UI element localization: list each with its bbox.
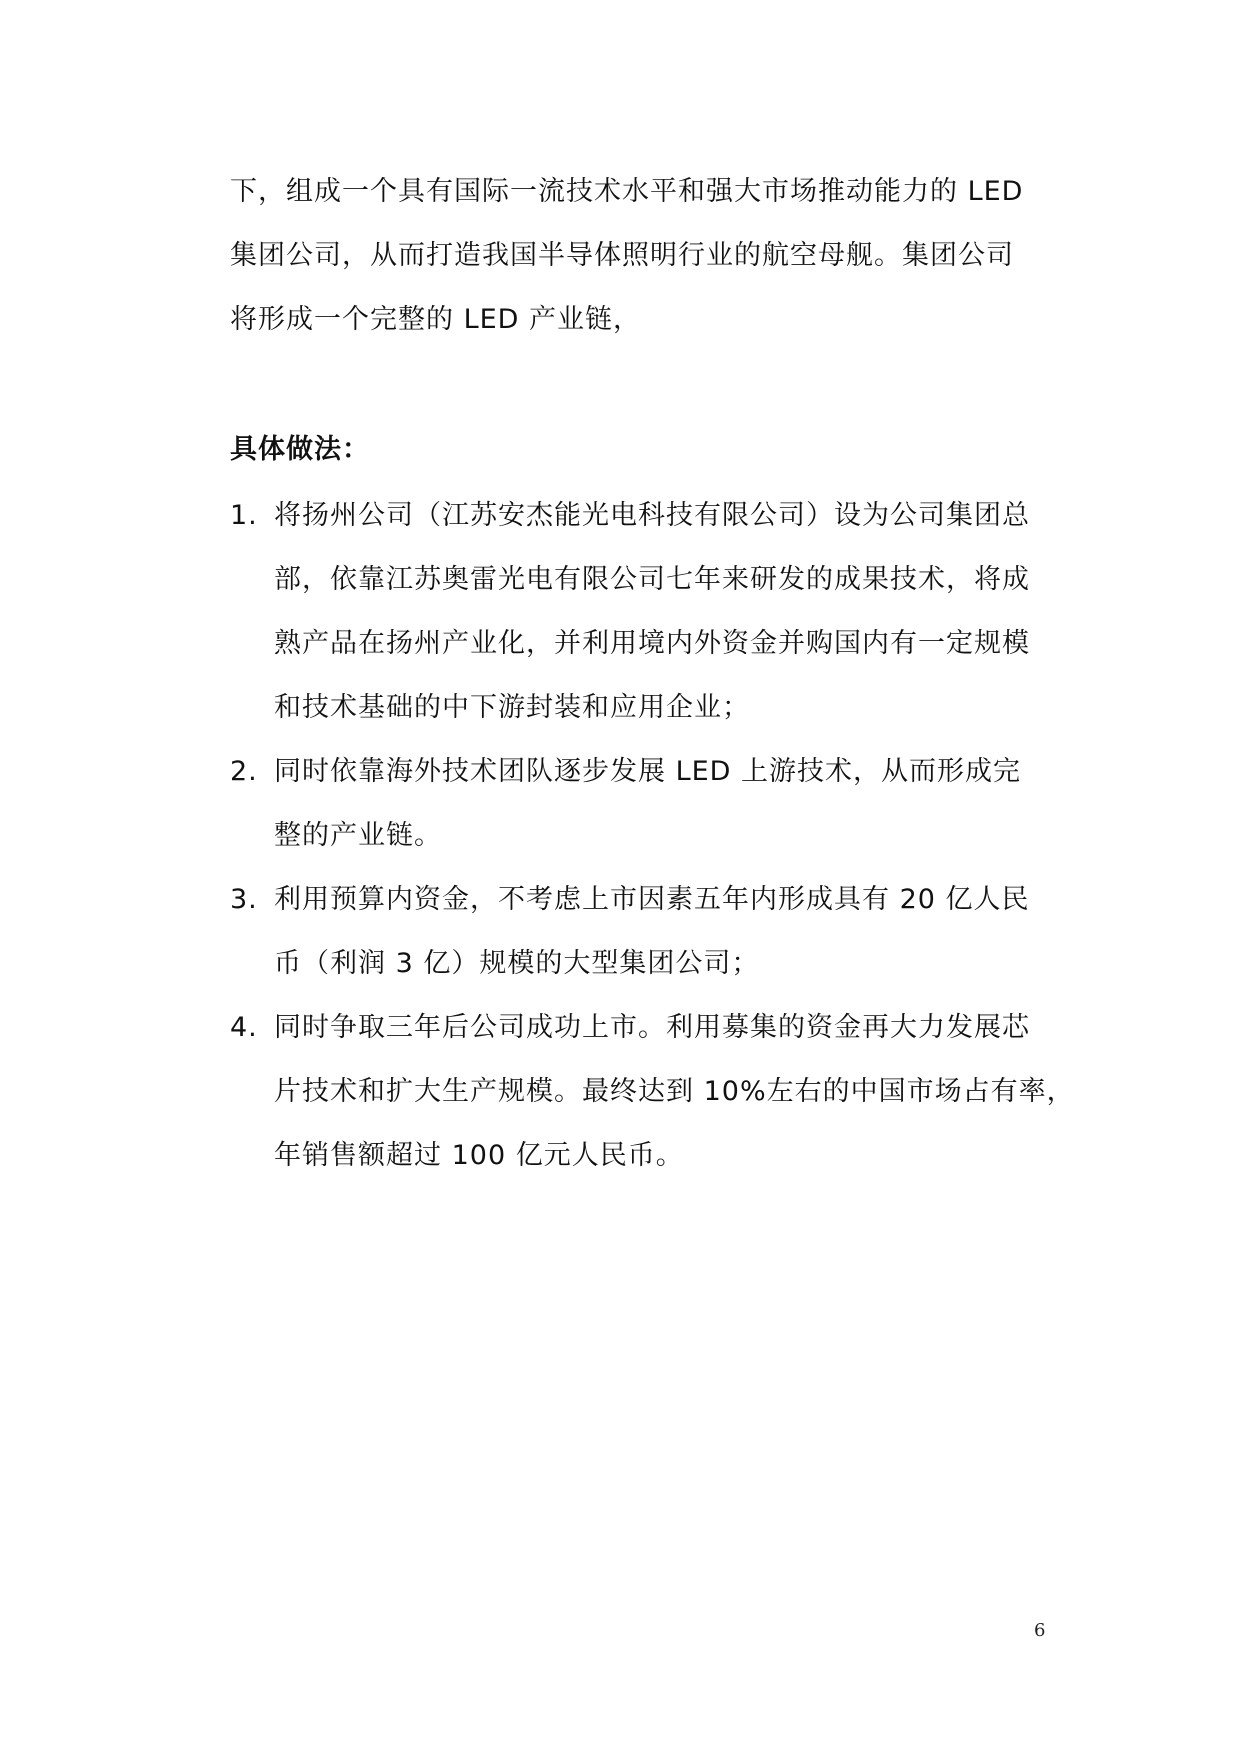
list-item bbox=[230, 868, 1070, 996]
list-item-line: 部，依靠江苏奥雷光电有限公司七年来研发的成果技术，将成 bbox=[274, 564, 1030, 595]
list-item-line: 利用预算内资金，不考虑上市因素五年内形成具有 20 亿人民 bbox=[274, 884, 1030, 915]
list-item-line: 年销售额超过 100 亿元人民币。 bbox=[274, 1140, 684, 1171]
list-item-line: 同时争取三年后公司成功上市。利用募集的资金再大力发展芯 bbox=[274, 1012, 1030, 1043]
list-item-line: 同时依靠海外技术团队逐步发展 LED 上游技术，从而形成完 bbox=[274, 756, 1022, 787]
list-item-line: 片技术和扩大生产规模。最终达到 10%左右的中国市场占有率， bbox=[274, 1076, 1075, 1107]
list-item bbox=[230, 996, 1075, 1188]
list-item-number: 2. bbox=[230, 756, 258, 787]
intro-line: 下，组成一个具有国际一流技术水平和强大市场推动能力的 LED bbox=[230, 176, 1024, 207]
list-item-number: 4. bbox=[230, 1012, 258, 1043]
list-item-line: 整的产业链。 bbox=[274, 820, 442, 851]
method-list bbox=[230, 484, 1075, 1188]
section-heading: 具体做法： bbox=[230, 434, 370, 465]
list-item-line: 将扬州公司（江苏安杰能光电科技有限公司）设为公司集团总 bbox=[274, 500, 1030, 531]
list-item-number: 1. bbox=[230, 500, 258, 531]
list-item bbox=[230, 484, 1070, 740]
intro-line: 将形成一个完整的 LED 产业链， bbox=[230, 304, 642, 335]
list-item-line: 和技术基础的中下游封装和应用企业； bbox=[274, 692, 750, 723]
list-item-number: 3. bbox=[230, 884, 258, 915]
intro-line: 集团公司，从而打造我国半导体照明行业的航空母舰。集团公司 bbox=[230, 240, 1014, 271]
page-number: 6 bbox=[1034, 1620, 1046, 1641]
list-item-line: 币（利润 3 亿）规模的大型集团公司； bbox=[274, 948, 760, 979]
intro-paragraph bbox=[230, 160, 1060, 352]
list-item bbox=[230, 740, 1070, 868]
list-item-line: 熟产品在扬州产业化，并利用境内外资金并购国内有一定规模 bbox=[274, 628, 1030, 659]
